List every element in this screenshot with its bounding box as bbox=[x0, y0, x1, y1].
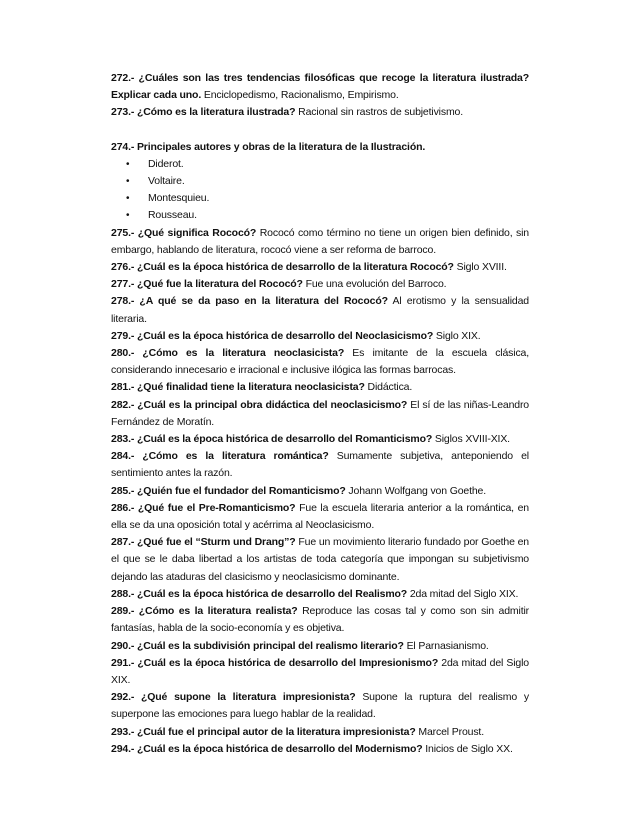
answer: Siglos XVIII-XIX. bbox=[432, 433, 510, 446]
answer: Al erotismo y la sensualidad literaria. bbox=[111, 295, 529, 325]
bullet-icon: • bbox=[126, 176, 130, 188]
bullet-icon: • bbox=[126, 193, 130, 205]
qa-item bbox=[111, 345, 529, 379]
answer: Es imitante de la escuela clásica, considerando innecesario e irracional e inclusive ilógica las formas barrocas. bbox=[111, 347, 530, 377]
list-item bbox=[111, 207, 529, 224]
answer: Supone la ruptura del realismo y superpone las emociones para luego hablar de la realidad. bbox=[111, 691, 529, 721]
answer: Reproduce las cosas tal y como son sin admitir fantasías, habla de la socio-economía y es objetiva. bbox=[111, 605, 529, 635]
qa-item bbox=[111, 139, 529, 156]
answer: El sí de las niñas-Leandro Fernández de Moratín. bbox=[111, 398, 529, 428]
author-name: Rousseau. bbox=[148, 209, 197, 222]
question: 285.- ¿Quién fue el fundador del Romanticismo? bbox=[111, 484, 346, 497]
answer: Fue un movimiento literario fundado por Goethe en el que se le daba libertad a los artistas de toda categoría que impongan su subjetivismo dejando las ataduras del clasicismo y neoclasicismo dominante. bbox=[111, 536, 529, 583]
answer: Siglo XVIII. bbox=[453, 261, 507, 274]
author-name: Diderot. bbox=[148, 157, 184, 170]
question: 289.- ¿Cómo es la literatura realista? bbox=[111, 605, 298, 618]
qa-item bbox=[111, 431, 529, 448]
qa-item bbox=[111, 259, 529, 276]
question: 294.- ¿Cuál es la época histórica de desarrollo del Modernismo? bbox=[111, 742, 423, 755]
qa-item bbox=[111, 689, 529, 723]
answer: Fue la escuela literaria anterior a la romántica, en ella se da una oposición total y acérrima al Neoclasicismo. bbox=[111, 501, 529, 532]
bullet-icon: • bbox=[126, 158, 130, 170]
question: 277.- ¿Qué fue la literatura del Rococó? bbox=[111, 278, 303, 291]
qa-item bbox=[111, 724, 529, 741]
answer: Sumamente subjetiva, anteponiendo el sentimiento antes la razón. bbox=[111, 450, 529, 480]
authors-list bbox=[111, 156, 529, 225]
question: 274.- Principales autores y obras de la literatura de la Ilustración. bbox=[111, 140, 426, 153]
question: 275.- ¿Qué significa Rococó? bbox=[111, 226, 257, 239]
answer: Racional sin rastros de subjetivismo. bbox=[295, 106, 464, 119]
question: 286.- ¿Qué fue el Pre-Romanticismo? bbox=[111, 501, 296, 514]
answer: Johann Wolfgang von Goethe. bbox=[345, 484, 487, 497]
question: 276.- ¿Cuál es la época histórica de desarrollo de la literatura Rococó? bbox=[111, 261, 454, 274]
question: 290.- ¿Cuál es la subdivisión principal del realismo literario? bbox=[111, 639, 404, 652]
answer: Rococó como término no tiene un origen bien definido, sin embargo, hablando de literatura, rococó viene a ser reforma de barroco. bbox=[111, 226, 529, 256]
author-name: Voltaire. bbox=[148, 175, 185, 188]
question: 291.- ¿Cuál es la época histórica de desarrollo del Impresionismo? bbox=[111, 656, 439, 669]
qa-item bbox=[111, 534, 529, 586]
list-item bbox=[111, 190, 529, 207]
list-item bbox=[111, 156, 529, 173]
answer: 2da mitad del Siglo XIX. bbox=[111, 656, 529, 686]
qa-item bbox=[111, 276, 529, 293]
answer: Fue una evolución del Barroco. bbox=[302, 278, 447, 291]
question: 278.- ¿A qué se da paso en la literatura del Rococó? bbox=[111, 295, 388, 308]
paragraph-gap bbox=[111, 122, 529, 139]
qa-item bbox=[111, 104, 529, 121]
question: 281.- ¿Qué finalidad tiene la literatura neoclasicista? bbox=[111, 381, 365, 394]
bullet-icon: • bbox=[126, 210, 130, 222]
answer: El Parnasianismo. bbox=[403, 639, 489, 652]
question: 288.- ¿Cuál es la época histórica de desarrollo del Realismo? bbox=[111, 587, 408, 600]
document-page bbox=[111, 70, 529, 758]
qa-item bbox=[111, 448, 529, 482]
qa-item bbox=[111, 70, 529, 104]
qa-item bbox=[111, 741, 529, 758]
qa-item bbox=[111, 483, 529, 500]
question: 287.- ¿Qué fue el “Sturm und Drang”? bbox=[111, 536, 296, 549]
question: 272.- ¿Cuáles son las tres tendencias filosóficas que recoge la literatura ilustrada? Explicar cada uno. bbox=[111, 72, 529, 102]
question: 282.- ¿Cuál es la principal obra didáctica del neoclasicismo? bbox=[111, 398, 408, 411]
qa-item bbox=[111, 379, 529, 396]
answer: Marcel Proust. bbox=[415, 725, 484, 738]
list-item bbox=[111, 173, 529, 190]
answer: Didáctica. bbox=[364, 381, 413, 394]
question: 283.- ¿Cuál es la época histórica de desarrollo del Romanticismo? bbox=[111, 433, 433, 446]
question: 280.- ¿Cómo es la literatura neoclasicista? bbox=[111, 347, 345, 360]
qa-item bbox=[111, 293, 529, 327]
qa-item bbox=[111, 328, 529, 345]
qa-item bbox=[111, 655, 529, 689]
qa-item bbox=[111, 500, 529, 534]
question: 293.- ¿Cuál fue el principal autor de la literatura impresionista? bbox=[111, 725, 416, 738]
question: 273.- ¿Cómo es la literatura ilustrada? bbox=[111, 106, 296, 119]
qa-item bbox=[111, 638, 529, 655]
answer: Inicios de Siglo XX. bbox=[422, 742, 513, 755]
question: 279.- ¿Cuál es la época histórica de desarrollo del Neoclasicismo? bbox=[111, 329, 434, 342]
answer: Enciclopedismo, Racionalismo, Empirismo. bbox=[201, 89, 399, 102]
question: 284.- ¿Cómo es la literatura romántica? bbox=[111, 450, 329, 463]
answer: Siglo XIX. bbox=[433, 329, 481, 342]
author-name: Montesquieu. bbox=[148, 192, 210, 205]
answer: 2da mitad del Siglo XIX. bbox=[407, 587, 519, 600]
qa-item bbox=[111, 603, 529, 637]
qa-item bbox=[111, 586, 529, 603]
qa-item bbox=[111, 225, 529, 259]
question: 292.- ¿Qué supone la literatura impresionista? bbox=[111, 691, 356, 704]
qa-item bbox=[111, 397, 529, 431]
